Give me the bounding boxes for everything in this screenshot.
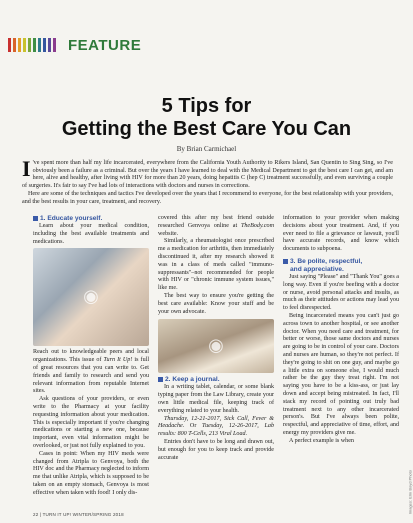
- color-stripe: [13, 38, 16, 52]
- photo-medications: [33, 248, 149, 346]
- col3-paragraph: Just saying "Please" and "Thank You" goes a long way. Even if you're beefing with a doctor or nurse, avoid personal attacks and insults, as much as their attitudes or actions may lead you to feel disrespected.: [283, 273, 399, 312]
- color-stripe: [53, 38, 56, 52]
- camera-icon: ◉: [83, 286, 99, 308]
- col2-paragraph: The best way to ensure you're getting the best care available: Know your stuff and be your own advocate.: [158, 292, 274, 315]
- col1-paragraph: Cases in point: When my HIV meds were changed from Atripla to Genvoya, both the HIV doc and the Pharmacy neglected to inform me that unlike Atripla, which is supposed to be taken on an empty stomach, Genvoya is most effective when taken with food! I only dis-: [33, 450, 149, 496]
- col1-paragraph: Reach out to knowledgeable peers and local organizations. This issue of Turn It Up! is full of great resources that you can write to. Get friends and family to research and send you relevant information from reputable Internet sites.: [33, 349, 150, 395]
- drop-cap: I: [22, 156, 31, 181]
- color-stripe: [18, 38, 21, 52]
- section-label: FEATURE: [68, 37, 142, 54]
- tip-2-heading: 2. Keep a journal.: [158, 376, 274, 384]
- col1-paragraph: Learn about your medical condition, including the best available treatments and medications.: [33, 223, 149, 245]
- color-stripe: [38, 38, 41, 52]
- col2-paragraph: Thursday, 12-21-2017, Sick Call, Fever & Headache. Or Tuesday, 12-26-2017, Lab results: 800 T-Cells, 213 Viral Load.: [158, 415, 274, 438]
- bullet-icon: [158, 377, 163, 382]
- color-stripe: [33, 38, 36, 52]
- page-footer: 22 | TURN IT UP! WINTER/SPRING 2018: [33, 512, 124, 517]
- column-1: [33, 215, 149, 498]
- col2-paragraph: Similarly, a rheumatologist once prescribed me a medication for arthritis, then immediately discontinued it, after my research showed it was in a class of meds called "immuno-suppressants"–not recommended for people with HIV or "chronic immune system issues," like me.: [158, 238, 274, 292]
- tip-3-heading: 3. Be polite, respectful, and appreciative.: [283, 258, 399, 274]
- photo-journal: [158, 319, 274, 373]
- bullet-icon: [33, 216, 38, 221]
- color-stripe: [43, 38, 46, 52]
- color-stripe: [28, 38, 31, 52]
- col2-paragraph: covered this after my best friend outside researched Genvoya online at TheBody.com website.: [158, 215, 274, 237]
- intro: [22, 156, 393, 208]
- color-stripe: [23, 38, 26, 52]
- intro-paragraph-1: 've spent more than half my life incarcerated, everywhere from the California Youth Authority to Rikers Island, San Quentin to Sing Sing, so I've obviously been a failure as a criminal. But over the years I have learned to deal with the Medical Department to get the best care I can get, and am here, alive and healthy, after living with HIV for more than 20 years, doing hepatitis C (hep C) treatment successfully, and even surviving a couple of surgeries. It's fair to say I've had lots of interactions with doctors and nurses in corrections.: [22, 160, 393, 189]
- col2-paragraph: In a writing tablet, calendar, or some blank typing paper from the Law Library, create your own little medical file, keeping track of everything related to your health.: [158, 384, 274, 414]
- col3-paragraph: Being incarcerated means you can't just go across town to another hospital, or see another doctor. When you need care and treatment, for better or worse, those same doctors and nurses are going to be in control of your care. Doctors and nurses are human, so they're not perfect. If they're going to shit on one guy, and maybe go a little extra on someone else, I would much rather be the guy they treat right. I'm not saying you have to be a kiss-ass, or just lay down and accept being mistreated. In fact, I'll stack my record of pointing out truly bad treatment next to any other incarcerated person's. But I've always been polite, respectful, and appreciative of time, effort, and energy my providers give me.: [283, 312, 399, 436]
- article-title-line1: 5 Tips for: [161, 95, 252, 117]
- rainbow-bar: [8, 38, 56, 52]
- bullet-icon: [283, 259, 288, 264]
- color-stripe: [48, 38, 51, 52]
- color-stripe: [8, 38, 11, 52]
- column-2: [158, 215, 274, 462]
- tip-1-heading: 1. Educate yourself.: [33, 215, 149, 223]
- byline: By Brian Carmichael: [176, 145, 237, 153]
- col2-paragraph: Entries don't have to be long and drawn out, but enough for you to keep track and provide accurate: [158, 438, 274, 461]
- photo-credit: Images: Erin Boyd Photo: [407, 470, 412, 515]
- camera-icon: ◉: [208, 335, 224, 357]
- col1-paragraph: Ask questions of your providers, or even write to the Pharmacy at your facility requesting information about your medication. This is especially important if you're changing medications or starting a new one, because important, even vital information might be overlooked, or just not fully explained to you.: [33, 396, 149, 449]
- col3-paragraph: information to your provider when making decisions about your treatment. And, if you ever need to file a grievance or lawsuit, you'll have accurate records, and know which documents to subpoena.: [283, 215, 399, 253]
- article-title-line2: Getting the Best Care You Can: [61, 118, 352, 140]
- col3-paragraph: A perfect example is when: [289, 437, 354, 444]
- column-3: [283, 215, 399, 446]
- intro-paragraph-2: Here are some of the techniques and tactics I've developed over the years that I recommend to everyone, for the best relationship with your providers, and the best results in your care, treatment, and recovery.: [22, 191, 393, 205]
